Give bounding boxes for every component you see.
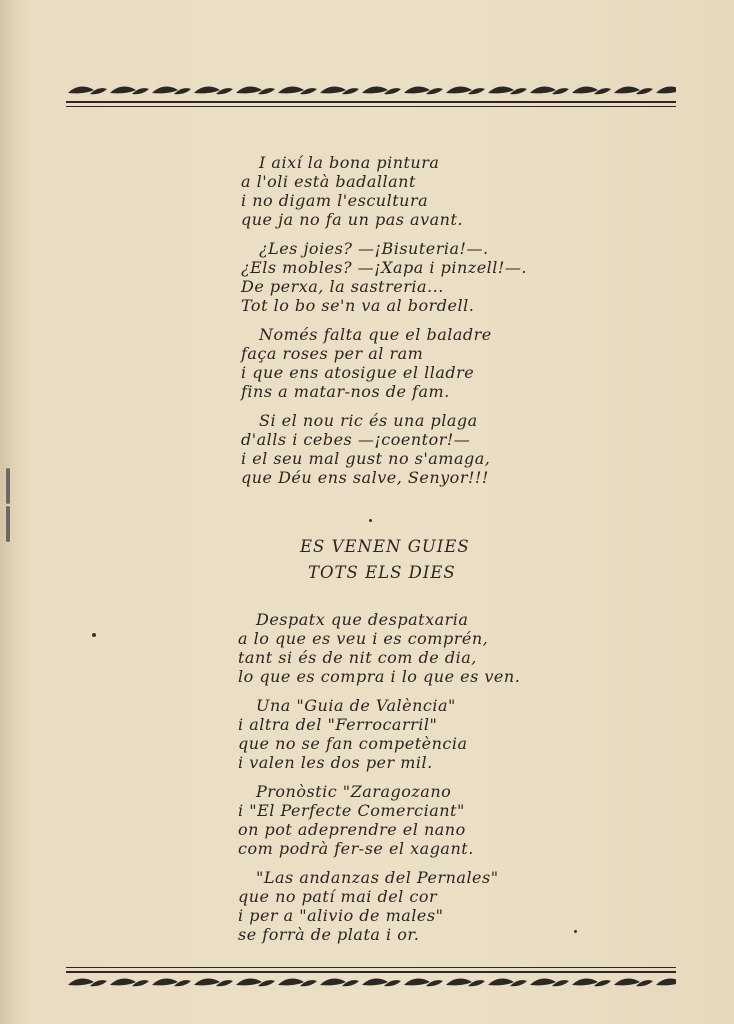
verse-line: Despatx que despatxaria	[256, 610, 469, 629]
verse-line: ¿Les joies? —¡Bisuteria!—.	[259, 239, 489, 258]
verse-line: "Las andanzas del Pernales"	[256, 868, 499, 887]
verse-line: fins a matar-nos de fam.	[241, 382, 450, 401]
stanza	[241, 239, 527, 315]
verse-line: a l'oli està badallant	[241, 172, 416, 191]
print-speck	[92, 633, 96, 637]
verse-line: on pot adeprendre el nano	[238, 820, 466, 839]
verse-line: i el seu mal gust no s'amaga,	[241, 449, 491, 468]
stanza	[238, 696, 520, 772]
stanza	[238, 782, 520, 858]
verse-line: Si el nou ric és una plaga	[259, 411, 478, 430]
stanza	[238, 868, 520, 944]
verse-line: Tot lo bo se'n va al bordell.	[241, 296, 475, 315]
verse-line: ¿Els mobles? —¡Xapa i pinzell!—.	[241, 258, 527, 277]
verse-line: d'alls i cebes —¡coentor!—	[241, 430, 471, 449]
verse-line: I així la bona pintura	[259, 153, 440, 172]
verse-line: que no se fan competència	[238, 734, 468, 753]
verse-line: se forrà de plata i or.	[238, 925, 420, 944]
verse-line: i no digam l'escultura	[241, 191, 429, 210]
stanza	[238, 610, 520, 686]
staple-top	[6, 468, 10, 504]
poem-first	[241, 153, 527, 497]
stanza	[241, 325, 527, 401]
verse-line: i per a "alivio de males"	[238, 906, 444, 925]
verse-line: De perxa, la sastreria...	[241, 277, 444, 296]
bottom-ornament-border	[66, 964, 676, 992]
staple-bottom	[6, 506, 10, 542]
verse-line: i altra del "Ferrocarril"	[238, 715, 438, 734]
print-speck	[369, 519, 372, 522]
verse-line: i que ens atosigue el lladre	[241, 363, 475, 382]
verse-line: Només falta que el baladre	[259, 325, 492, 344]
verse-line: Una "Guia de València"	[256, 696, 456, 715]
poem-guides	[238, 610, 520, 954]
print-speck	[574, 930, 577, 933]
verse-line: faça roses per al ram	[241, 344, 424, 363]
verse-line: Pronòstic "Zaragozano	[256, 782, 452, 801]
verse-line: que no patí mai del cor	[238, 887, 438, 906]
stanza	[241, 411, 527, 487]
verse-line: tant si és de nit com de dia,	[238, 648, 477, 667]
verse-line: que ja no fa un pas avant.	[241, 210, 463, 229]
verse-line: lo que es compra i lo que es ven.	[238, 667, 521, 686]
section-title-line-2: TOTS ELS DIES	[308, 563, 456, 582]
verse-line: i "El Perfecte Comerciant"	[238, 801, 465, 820]
stanza	[241, 153, 527, 229]
section-title-line-1: ES VENEN GUIES	[300, 537, 470, 556]
verse-line: i valen les dos per mil.	[238, 753, 433, 772]
verse-line: com podrà fer-se el xagant.	[238, 839, 474, 858]
verse-line: a lo que es veu i es comprén,	[238, 629, 489, 648]
top-ornament-border	[66, 84, 676, 110]
verse-line: que Déu ens salve, Senyor!!!	[241, 468, 489, 487]
